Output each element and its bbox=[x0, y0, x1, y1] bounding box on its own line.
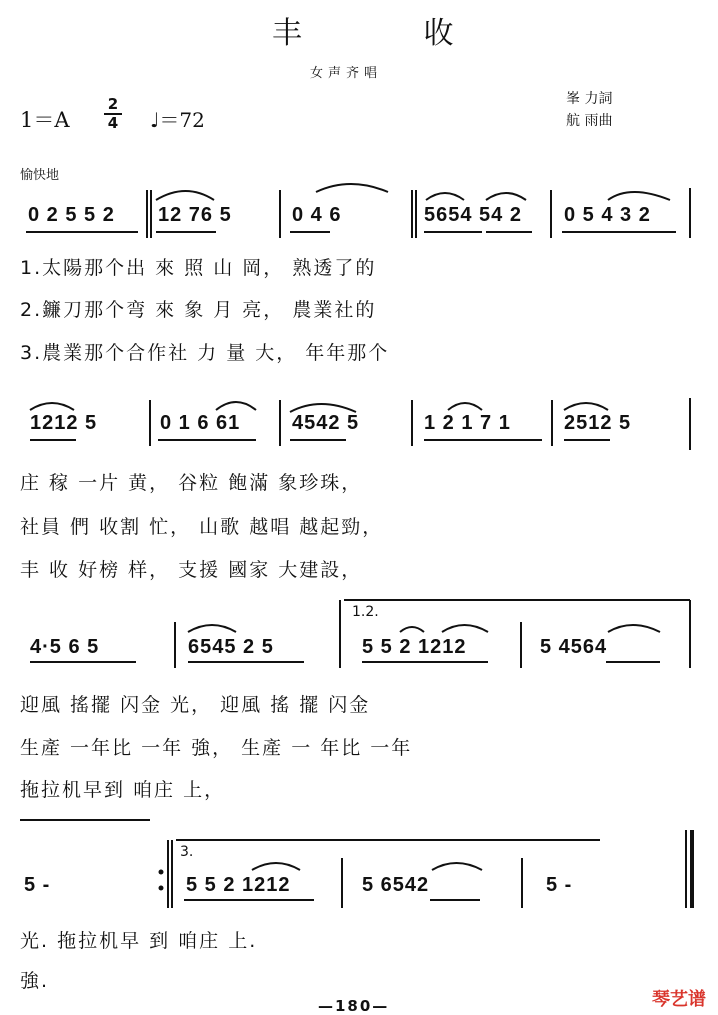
repeat-dots bbox=[159, 870, 164, 891]
expression-marking: 愉快地 bbox=[20, 168, 60, 183]
system4-bar3: 5 6542 bbox=[362, 874, 430, 896]
lyricist-credit: 峯 力詞 bbox=[566, 91, 613, 107]
system4-bar1: 5 - bbox=[24, 874, 51, 896]
system2-bar3: 4542 5 bbox=[292, 412, 360, 434]
tempo-marking: ♩＝72 bbox=[150, 108, 205, 132]
system4-bar2: 5 5 2 1212 bbox=[186, 874, 291, 896]
system1-bar3: 0 4 6 bbox=[292, 204, 342, 226]
page-number: —180— bbox=[318, 997, 390, 1015]
volta-1-2: 1.2. bbox=[352, 604, 379, 620]
system2-bar5: 2512 5 bbox=[564, 412, 632, 434]
system4-lyric-verse2: 強. bbox=[20, 970, 50, 992]
system4-bar4: 5 - bbox=[546, 874, 573, 896]
system3-bar1: 4·5 6 5 bbox=[30, 636, 100, 658]
time-sig-bottom: 4 bbox=[107, 114, 119, 132]
system1-lyric-verse2: 2.鐮刀那个弯 來 象 月 亮， 農業社的 bbox=[20, 299, 377, 321]
song-title: 丰 收 bbox=[272, 16, 510, 51]
time-sig-top: 2 bbox=[104, 96, 122, 115]
site-logo: 琴艺谱 bbox=[652, 989, 706, 1010]
system3-bar3: 5 5 2 1212 bbox=[362, 636, 467, 658]
system3-lyric-verse3: 拖拉机早到 咱庄 上， bbox=[20, 779, 226, 801]
system4-lyric-verse1: 光. 拖拉机早 到 咱庄 上. bbox=[20, 930, 258, 952]
system2-bar2: 0 1 6 61 bbox=[160, 412, 241, 434]
system1-lyric-verse3: 3.農業那个合作社 力 量 大， 年年那个 bbox=[20, 342, 390, 364]
system3-bar4: 5 4564 bbox=[540, 636, 608, 658]
system3-bar2: 6545 2 5 bbox=[188, 636, 274, 658]
system3-lyric-verse1: 迎風 搖擺 闪金 光， 迎風 搖 擺 闪金 bbox=[20, 694, 371, 716]
system4-barlines bbox=[20, 820, 692, 908]
system1-bar5: 0 5 4 3 2 bbox=[564, 204, 651, 226]
system1-bar1: 0 2 5 5 2 bbox=[28, 204, 115, 226]
system3-lyric-verse2: 生產 一年比 一年 強， 生產 一 年比 一年 bbox=[20, 737, 413, 759]
system1-bar4: 5654 54 2 bbox=[424, 204, 522, 226]
system2-bar1: 1212 5 bbox=[30, 412, 98, 434]
system2-lyric-verse2: 社員 們 收割 忙， 山歌 越唱 越起勁， bbox=[20, 516, 384, 538]
volta-3: 3. bbox=[180, 844, 194, 860]
system2-lyric-verse1: 庄 稼 一片 黄， 谷粒 飽滿 象珍珠， bbox=[20, 472, 363, 494]
system1-bar2: 12 76 5 bbox=[158, 204, 232, 226]
composer-credit: 航 雨曲 bbox=[566, 113, 613, 129]
key-signature: 1＝A bbox=[20, 108, 70, 132]
performance-type: 女声齐唱 bbox=[310, 66, 383, 81]
system1-lyric-verse1: 1.太陽那个出 來 照 山 岡， 熟透了的 bbox=[20, 257, 377, 279]
system2-lyric-verse3: 丰 收 好榜 样， 支援 國家 大建設， bbox=[20, 559, 363, 581]
system2-bar4: 1 2 1 7 1 bbox=[424, 412, 511, 434]
